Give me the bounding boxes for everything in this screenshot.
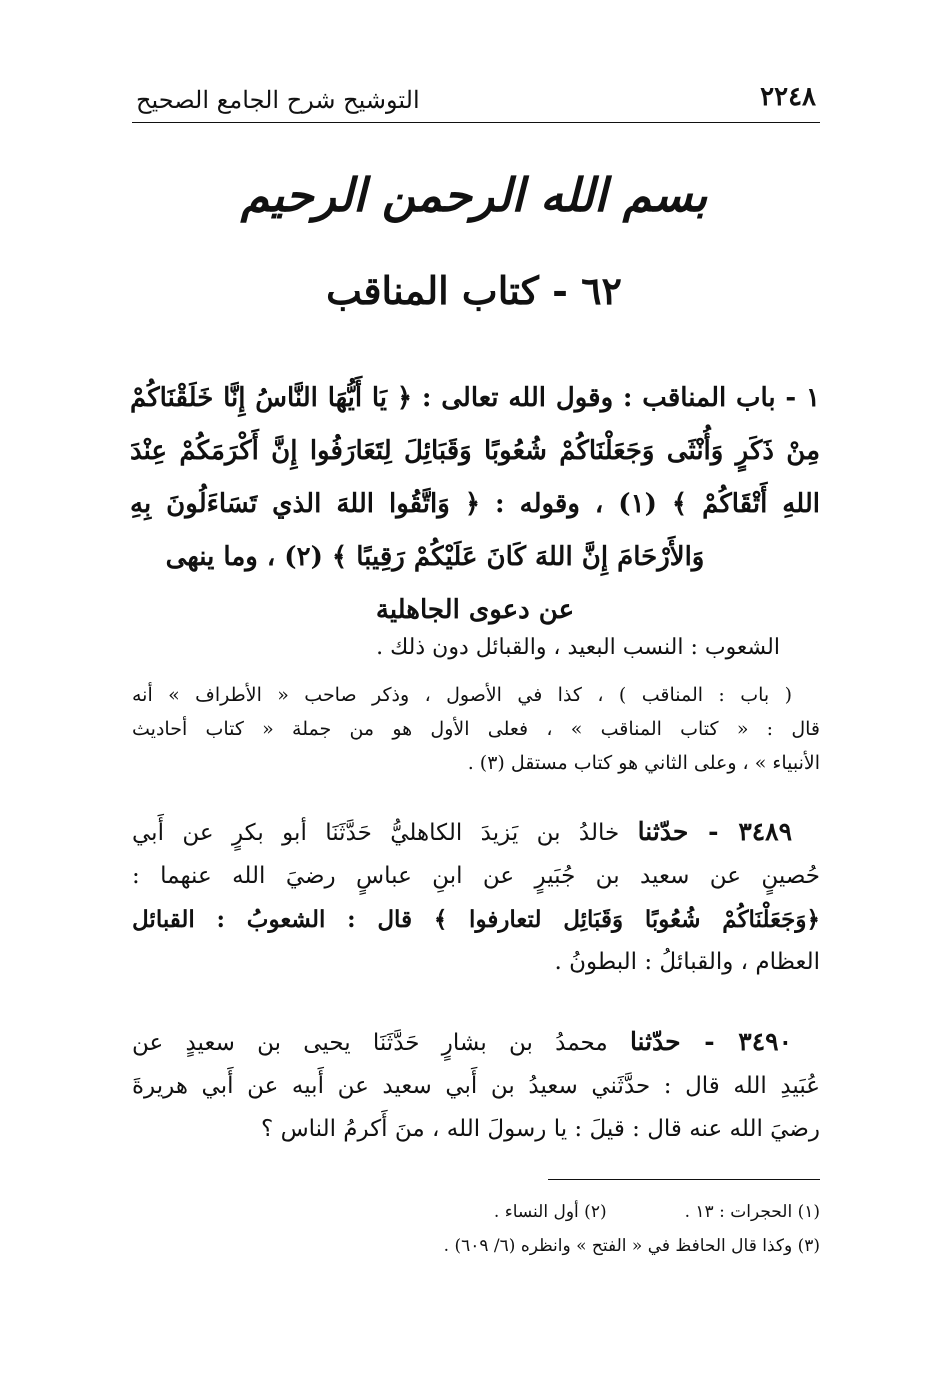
running-title: التوشيح شرح الجامع الصحيح [136,86,420,114]
commentary-paragraph [132,678,820,780]
hadith-number: ٣٤٩٠ - حدّثنا [629,1027,792,1056]
hadith-text: محمدُ بن بشارٍ حَدَّثَنَا يحيى بن سعيدٍ عن [132,1030,608,1056]
footnote-1: (١) الحجرات : ١٣ . [684,1202,820,1222]
footnotes [132,1195,820,1263]
chapter-line: عن دعوى الجاهلية [375,595,575,625]
basmala: بسم الله الرحمن الرحيم [240,168,708,222]
chapter-line: مِنْ ذَكَرٍ وَأُنْثَى وَجَعَلْنَاكُمْ شُعُوبًا وَقَبَائِلَ لِتَعَارَفُوا إِنَّ أَكْرَمَكُمْ عِنْدَ [130,436,820,466]
hadith-line: العظام ، والقبائلُ : البطونُ . [554,949,820,975]
book-title: ٦٢ - كتاب المناقب [326,268,622,313]
hadith-3490 [132,1020,820,1151]
hadith-line [132,810,820,855]
footnote-3: (٣) وكذا قال الحافظ في « الفتح » وانظره (٦/ ٦٠٩) . [443,1236,820,1256]
commentary-line: قال : « كتاب المناقب » ، فعلى الأول هو من جملة « كتاب أحاديث [132,718,820,740]
hadith-line: حُصينٍ عن سعيد بن جُبَيرٍ عن ابنِ عباسٍ رضيَ الله عنهما : [132,863,821,889]
commentary-line: الأنبياء » ، وعلى الثاني هو كتاب مستقل (٣) . [467,752,820,774]
chapter-heading [130,372,820,637]
page-number: ٢٢٤٨ [760,82,816,112]
commentary-line: ( باب : المناقب ) ، كذا في الأصول ، وذكر صاحب « الأطراف » أنه [132,684,792,706]
footnote-2: (٢) أول النساء . [493,1202,607,1222]
hadith-line: عُبَيدِ الله قال : حدَّثَني سعيدُ بن أَبي سعيد عن أَبيه عن أَبي هريرةَ [132,1073,820,1099]
chapter-line: اللهِ أَتْقَاكُمْ ﴾ (١) ، وقوله : ﴿ وَاتَّقُوا اللهَ الذي تَسَاءَلُونَ بِهِ [130,489,820,519]
hadith-line [132,1020,820,1065]
hadith-3489 [132,810,820,984]
hadith-line: ﴿وَجَعَلْنَاكُمْ شُعُوبًا وَقَبَائِل لتعارفوا ﴾ قال : الشعوبُ : القبائل [132,906,820,933]
hadith-number: ٣٤٨٩ - حدّثنا [637,817,793,846]
hadith-line: رضيَ الله عنه قال : قيلَ : يا رسولَ الله ، منَ أَكرمُ الناس ؟ [261,1116,820,1142]
hadith-text: خالدُ بن يَزيدَ الكاهليُّ حَدَّثَنَا أبو بكرٍ عن أَبي [132,820,620,846]
chapter-line: ١ - باب المناقب : وقول الله تعالى : ﴿ يَا أَيُّهَا النَّاسُ إِنَّا خَلَقْنَاكُمْ [130,383,820,413]
footnote-row [132,1195,820,1229]
footnote-divider [548,1179,820,1180]
sha3ub-definition: الشعوب : النسب البعيد ، والقبائل دون ذلك . [376,635,780,660]
page-header [132,80,820,123]
chapter-line: وَالأَرْحَامَ إِنَّ اللهَ كَانَ عَلَيْكُمْ رَقِيبًا ﴾ (٢) ، وما ينهى [165,542,705,572]
